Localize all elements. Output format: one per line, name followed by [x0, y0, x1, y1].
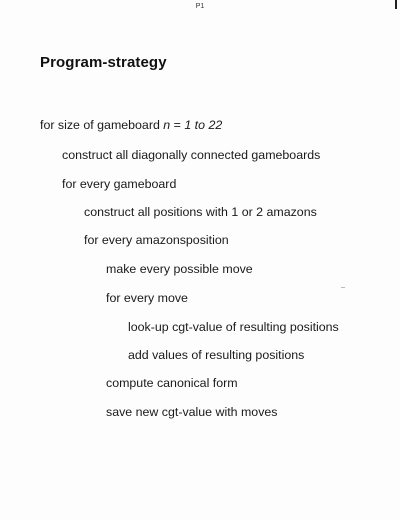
- strategy-line-for-every-gameboard: for every gameboard: [62, 177, 177, 191]
- scan-speck: [341, 287, 345, 288]
- loop-size-variable: n: [163, 118, 171, 132]
- document-title: Program-strategy: [40, 54, 167, 71]
- strategy-line-add-values: add values of resulting positions: [128, 348, 305, 362]
- strategy-line-save-cgt-value: save new cgt-value with moves: [106, 405, 278, 419]
- strategy-line-loop-size: [40, 118, 222, 132]
- loop-size-prefix: for size of gameboard: [40, 118, 164, 132]
- strategy-line-for-every-move: for every move: [106, 291, 188, 305]
- strategy-line-construct-gameboards: construct all diagonally connected gameboards: [62, 148, 321, 162]
- scan-edge-mark: [395, 0, 397, 9]
- strategy-line-construct-positions: construct all positions with 1 or 2 amazons: [84, 205, 317, 219]
- strategy-line-make-every-move: make every possible move: [106, 262, 253, 276]
- strategy-line-for-every-amazonsposition: for every amazonsposition: [84, 233, 229, 247]
- loop-size-range: 1 to 22: [184, 118, 223, 132]
- loop-size-equals: =: [170, 118, 185, 132]
- strategy-line-lookup-cgt-value: look-up cgt-value of resulting positions: [128, 320, 339, 334]
- page-number: P1: [195, 3, 205, 10]
- strategy-line-compute-canonical-form: compute canonical form: [106, 376, 238, 390]
